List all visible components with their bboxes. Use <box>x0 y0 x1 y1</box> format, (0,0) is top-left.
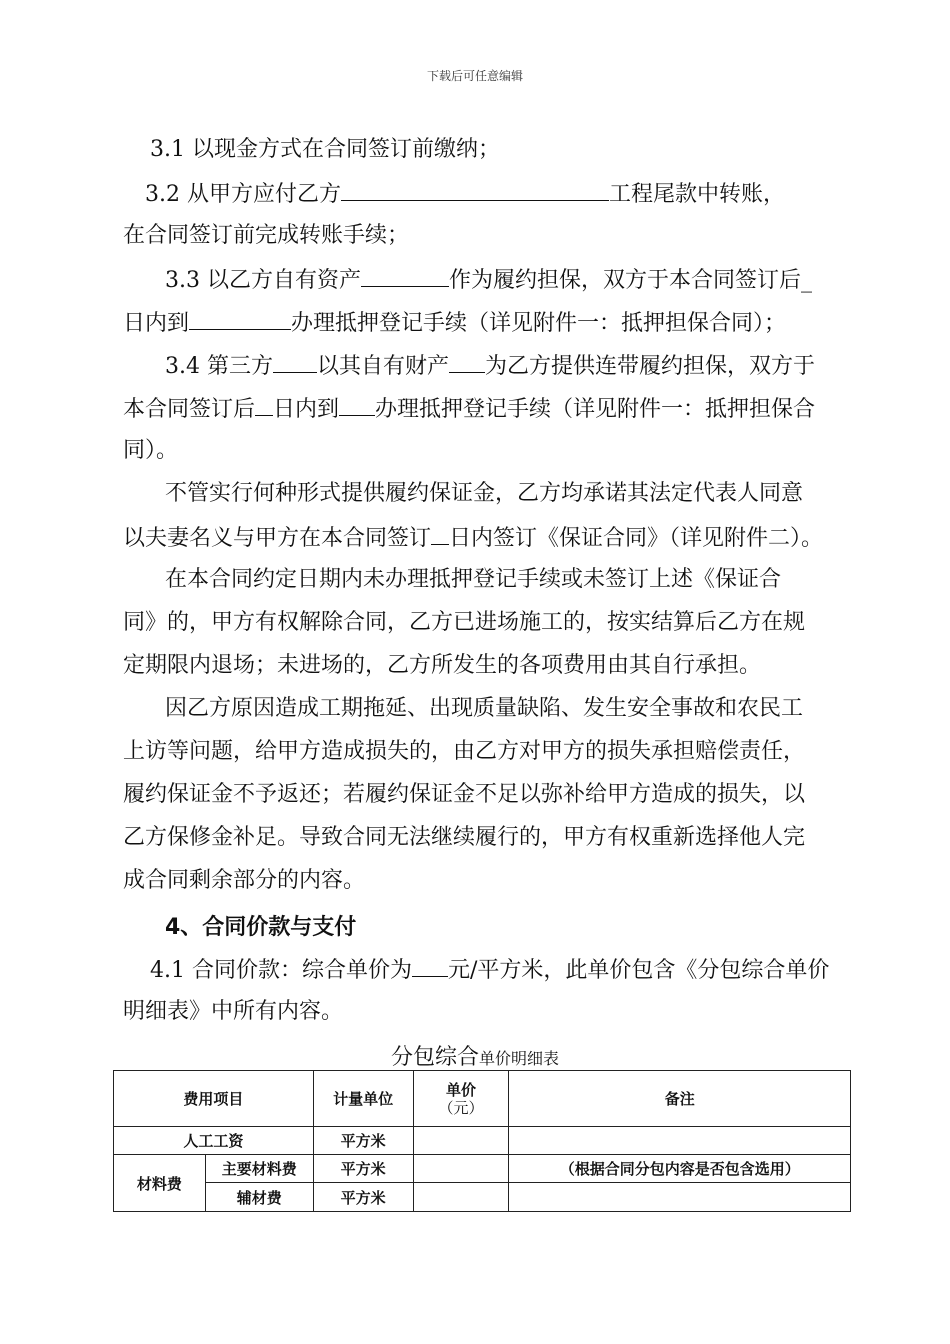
clause-3-4-text-b: 以其自有财产 <box>316 354 449 379</box>
para-guarantee-cont <box>123 522 823 554</box>
clause-3-1-text: 3.1 以现金方式在合同签订前缴纳； <box>150 137 500 162</box>
header-cost-item: 费用项目 <box>114 1071 314 1127</box>
para-guarantee-text-a: 不管实行何种形式提供履约保证金，乙方均承诺其法定代表人同意 <box>165 481 804 506</box>
cell-labor: 人工工资 <box>114 1127 314 1155</box>
para-liability-cont2 <box>123 780 805 810</box>
table-row <box>114 1183 851 1212</box>
para-termination-cont2 <box>123 651 761 681</box>
table-title <box>0 1040 950 1071</box>
header-price-label: 单价 <box>446 1080 477 1099</box>
table-row <box>114 1127 851 1155</box>
para-guarantee <box>165 479 803 509</box>
blank-field <box>255 393 273 416</box>
para-termination-cont1 <box>123 608 805 638</box>
clause-3-4-text-g: 同）。 <box>123 438 179 463</box>
clause-3-4-cont <box>123 393 815 425</box>
para-liability-text-e: 成合同剩余部分的内容。 <box>123 868 366 893</box>
cell-unit: 平方米 <box>313 1155 413 1183</box>
cell-note <box>509 1183 851 1212</box>
clause-3-2 <box>145 178 785 210</box>
header-price <box>413 1071 509 1127</box>
cell-unit: 平方米 <box>313 1127 413 1155</box>
blank-field <box>341 178 609 201</box>
cell-aux-material: 辅材费 <box>205 1183 313 1212</box>
table-title-big: 分包综合 <box>390 1045 479 1070</box>
para-guarantee-text-c: 日内签订《保证合同》（详见附件二）。 <box>449 526 824 551</box>
para-liability-cont1 <box>123 737 805 767</box>
blank-field <box>273 350 317 373</box>
clause-3-2-text-c: 在合同签订前完成转账手续； <box>123 223 410 248</box>
cell-price <box>413 1155 509 1183</box>
blank-field <box>449 350 485 373</box>
clause-3-4-text-f: 办理抵押登记手续（详见附件一：抵押担保合 <box>375 397 816 422</box>
cell-note <box>509 1127 851 1155</box>
cell-note: （根据合同分包内容是否包含选用） <box>509 1155 851 1183</box>
cell-unit: 平方米 <box>313 1183 413 1212</box>
blank-field <box>361 264 449 287</box>
clause-3-3-text-c: 日内到 <box>123 311 190 336</box>
clause-3-3-text-b: 作为履约担保，双方于本合同签订后_ <box>448 268 812 293</box>
clause-3-3 <box>165 264 812 296</box>
clause-4-1-text-c: 明细表》中所有内容。 <box>123 999 344 1024</box>
para-liability-cont3 <box>123 823 805 853</box>
table-title-small: 单价明细表 <box>479 1049 560 1068</box>
clause-3-4-text-d: 本合同签订后 <box>123 397 256 422</box>
clause-3-4 <box>165 350 815 382</box>
table-row <box>114 1155 851 1183</box>
clause-4-1-cont <box>123 997 343 1027</box>
para-liability-text-c: 履约保证金不予返还；若履约保证金不足以弥补给甲方造成的损失，以 <box>123 782 806 807</box>
header-note: 下载后可任意编辑 <box>426 69 523 83</box>
para-liability <box>165 694 803 724</box>
blank-field <box>339 393 375 416</box>
clause-3-3-text-a: 3.3 以乙方自有资产 <box>165 268 361 293</box>
header-price-currency: （元） <box>438 1098 484 1117</box>
header-unit: 计量单位 <box>313 1071 413 1127</box>
clause-3-4-text-a: 3.4 第三方 <box>165 354 273 379</box>
unit-price-table <box>113 1070 851 1212</box>
clause-3-2-text-a: 3.2 从甲方应付乙方 <box>145 182 341 207</box>
table-header-row <box>114 1071 851 1127</box>
blank-field <box>412 954 448 977</box>
clause-3-4-text-c: 为乙方提供连带履约担保，双方于 <box>485 354 816 379</box>
section-heading-4: 4、合同价款与支付 <box>165 915 357 940</box>
clause-3-3-text-d: 办理抵押登记手续（详见附件一：抵押担保合同）； <box>291 311 787 336</box>
para-guarantee-text-b: 以夫妻名义与甲方在本合同签订 <box>123 526 432 551</box>
cell-price <box>413 1183 509 1212</box>
clause-3-3-cont <box>123 307 786 339</box>
clause-3-1 <box>150 135 500 165</box>
para-liability-text-d: 乙方保修金补足。导致合同无法继续履行的，甲方有权重新选择他人完 <box>123 825 806 850</box>
para-liability-text-b: 上访等问题，给甲方造成损失的，由乙方对甲方的损失承担赔偿责任， <box>123 739 806 764</box>
cell-price <box>413 1127 509 1155</box>
clause-3-4-end <box>123 436 178 466</box>
para-liability-cont4 <box>123 866 365 896</box>
para-termination-text-a: 在本合同约定日期内未办理抵押登记手续或未签订上述《保证合 <box>165 567 782 592</box>
para-termination-text-b: 同》的，甲方有权解除合同，乙方已进场施工的，按实结算后乙方在规 <box>123 610 806 635</box>
para-liability-text-a: 因乙方原因造成工期拖延、出现质量缺陷、发生安全事故和农民工 <box>165 696 804 721</box>
clause-3-4-text-e: 日内到 <box>273 397 340 422</box>
blank-field <box>189 307 291 330</box>
clause-4-1 <box>150 954 829 986</box>
clause-4-1-text-a: 4.1 合同价款：综合单价为 <box>150 958 412 983</box>
header-note: 备注 <box>509 1071 851 1127</box>
clause-4-1-text-b: 元/平方米，此单价包含《分包综合单价 <box>447 958 830 983</box>
cell-material: 材料费 <box>114 1155 206 1212</box>
clause-3-2-text-b: 工程尾款中转账， <box>608 182 785 207</box>
para-termination-text-c: 定期限内退场；未进场的，乙方所发生的各项费用由其自行承担。 <box>123 653 762 678</box>
clause-3-2-cont <box>123 221 409 251</box>
para-termination <box>165 565 781 595</box>
blank-field <box>431 522 449 545</box>
cell-main-material: 主要材料费 <box>205 1155 313 1183</box>
